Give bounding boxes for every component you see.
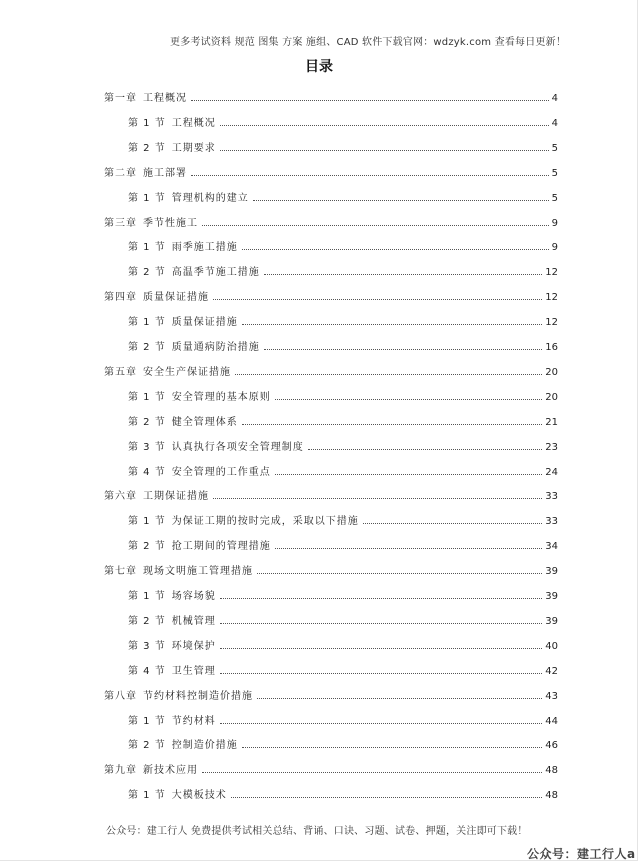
- toc-entry-page-number: 12: [545, 292, 558, 304]
- toc-entry-page-number: 33: [545, 516, 558, 528]
- toc-entry-page-number: 24: [545, 466, 558, 478]
- toc-chapter-entry[interactable]: [104, 211, 558, 229]
- toc-chapter-entry[interactable]: [104, 684, 558, 702]
- toc-entry-page-number: 23: [545, 441, 558, 453]
- toc-entry-page-number: 33: [545, 491, 558, 503]
- toc-entry-title: 质量保证措施: [171, 317, 238, 329]
- toc-dot-leader: [275, 474, 543, 475]
- toc-section-entry[interactable]: [128, 186, 558, 204]
- toc-entry-title: 质量保证措施: [143, 292, 209, 304]
- toc-entry-title: 新技术应用: [143, 765, 198, 777]
- toc-dot-leader: [220, 723, 543, 724]
- toc-dot-leader: [191, 175, 549, 176]
- toc-chapter-entry[interactable]: [104, 360, 558, 378]
- toc-entry-number: 第 4 节: [128, 466, 166, 478]
- toc-entry-number: 第八章: [104, 690, 137, 702]
- toc-entry-page-number: 21: [545, 416, 558, 428]
- toc-entry-page-number: 9: [551, 217, 558, 229]
- toc-entry-page-number: 34: [545, 541, 558, 553]
- toc-section-entry[interactable]: [128, 335, 558, 353]
- toc-entry-number: 第 2 节: [128, 142, 166, 154]
- toc-entry-title: 安全生产保证措施: [143, 366, 231, 378]
- toc-entry-number: 第 1 节: [128, 591, 166, 602]
- toc-dot-leader: [213, 498, 542, 499]
- toc-entry-page-number: 48: [545, 790, 558, 802]
- toc-entry-title: 工期保证措施: [143, 491, 209, 503]
- toc-entry-page-number: 48: [545, 765, 558, 777]
- toc-entry-title: 工程概况: [143, 93, 187, 104]
- toc-entry-number: 第 1 节: [128, 117, 166, 129]
- toc-entry-page-number: 20: [545, 391, 558, 403]
- toc-entry-number: 第 2 节: [128, 416, 166, 428]
- toc-entry-title: 安全管理的工作重点: [171, 466, 271, 478]
- toc-dot-leader: [220, 648, 543, 649]
- toc-entry-page-number: 46: [545, 740, 558, 752]
- toc-entry-title: 施工部署: [143, 167, 187, 179]
- toc-section-entry[interactable]: [128, 235, 558, 253]
- toc-entry-title: 认真执行各项安全管理制度: [171, 441, 304, 453]
- toc-entry-page-number: 12: [545, 317, 558, 329]
- toc-dot-leader: [220, 150, 549, 151]
- toc-entry-page-number: 5: [551, 142, 558, 154]
- toc-dot-leader: [264, 349, 543, 350]
- toc-entry-number: 第一章: [104, 93, 137, 104]
- header-note: 更多考试资料 规范 图集 方案 施组、CAD 软件下载官网：wdzyk.com 查看每日更新！: [170, 37, 567, 48]
- toc-entry-title: 卫生管理: [171, 665, 216, 677]
- toc-entry-number: 第 2 节: [128, 740, 166, 752]
- toc-entry-number: 第 2 节: [128, 615, 166, 627]
- toc-entry-page-number: 39: [545, 566, 558, 578]
- toc-entry-title: 管理机构的建立: [171, 192, 249, 204]
- toc-chapter-entry[interactable]: [104, 484, 558, 502]
- toc-entry-title: 高温季节施工措施: [171, 267, 260, 279]
- toc-entry-number: 第 3 节: [128, 640, 166, 652]
- toc-section-entry[interactable]: [128, 460, 558, 478]
- toc-section-entry[interactable]: [128, 783, 558, 801]
- toc-entry-number: 第 1 节: [128, 790, 166, 802]
- toc-entry-page-number: 39: [545, 591, 558, 602]
- toc-entry-page-number: 39: [545, 615, 558, 627]
- toc-entry-title: 场容场貌: [171, 591, 216, 602]
- footer-note: 公众号：建工行人 免费提供考试相关总结、背诵、口诀、习题、试卷、押题，关注即可下载！: [106, 826, 528, 837]
- toc-entry-title: 抢工期间的管理措施: [171, 541, 271, 553]
- toc-dot-leader: [308, 449, 543, 450]
- toc-entry-title: 为保证工期的按时完成，采取以下措施: [171, 516, 359, 528]
- toc-entry-page-number: 5: [551, 192, 558, 204]
- toc-entry-title: 工程概况: [171, 117, 216, 129]
- toc-dot-leader: [242, 324, 543, 325]
- toc-section-entry[interactable]: [128, 435, 558, 453]
- toc-entry-title: 环境保护: [171, 640, 216, 652]
- toc-entry-number: 第九章: [104, 765, 137, 777]
- toc-entry-page-number: 44: [545, 715, 558, 727]
- toc-entry-number: 第六章: [104, 491, 137, 503]
- toc-entry-page-number: 4: [551, 117, 558, 129]
- toc-dot-leader: [242, 424, 543, 425]
- toc-dot-leader: [363, 523, 543, 524]
- toc-entry-number: 第 1 节: [128, 192, 166, 204]
- toc-entry-number: 第 1 节: [128, 317, 166, 329]
- toc-section-entry[interactable]: [128, 260, 558, 278]
- toc-section-entry[interactable]: [128, 659, 558, 677]
- toc-entry-title: 大模板技术: [171, 790, 227, 802]
- toc-chapter-entry[interactable]: [104, 285, 558, 303]
- toc-entry-number: 第 1 节: [128, 391, 166, 403]
- toc-entry-number: 第七章: [104, 566, 137, 578]
- toc-entry-number: 第 1 节: [128, 516, 166, 528]
- toc-section-entry[interactable]: [128, 509, 558, 527]
- toc-dot-leader: [242, 249, 549, 250]
- toc-dot-leader: [220, 673, 543, 674]
- toc-dot-leader: [242, 747, 543, 748]
- toc-dot-leader: [213, 299, 542, 300]
- toc-chapter-entry[interactable]: [104, 758, 558, 776]
- toc-entry-number: 第 1 节: [128, 242, 166, 254]
- page-title: 目录: [305, 59, 333, 75]
- toc-entry-page-number: 20: [545, 366, 558, 378]
- toc-entry-title: 机械管理: [171, 615, 216, 627]
- toc-dot-leader: [202, 225, 549, 226]
- toc-entry-number: 第 3 节: [128, 441, 166, 453]
- watermark: 公众号：建工行人a: [527, 847, 636, 861]
- toc-dot-leader: [257, 573, 542, 574]
- toc-entry-page-number: 5: [551, 167, 558, 179]
- toc-section-entry[interactable]: [128, 534, 558, 552]
- toc-entry-title: 健全管理体系: [171, 416, 238, 428]
- toc-dot-leader: [220, 623, 543, 624]
- toc-entry-number: 第 2 节: [128, 267, 166, 279]
- toc-entry-page-number: 43: [545, 690, 558, 702]
- toc-entry-page-number: 4: [551, 93, 558, 104]
- toc-dot-leader: [191, 100, 549, 101]
- toc-section-entry[interactable]: [128, 111, 558, 129]
- toc-dot-leader: [257, 698, 542, 699]
- toc-dot-leader: [275, 548, 543, 549]
- toc-entry-page-number: 9: [551, 242, 558, 254]
- toc-dot-leader: [231, 797, 543, 798]
- toc-entry-title: 雨季施工措施: [171, 242, 238, 254]
- toc-dot-leader: [275, 399, 543, 400]
- toc-entry-title: 现场文明施工管理措施: [143, 566, 253, 578]
- toc-dot-leader: [253, 200, 549, 201]
- toc-section-entry[interactable]: [128, 584, 558, 602]
- toc-section-entry[interactable]: [128, 609, 558, 627]
- toc-dot-leader: [202, 772, 542, 773]
- toc-chapter-entry[interactable]: [104, 559, 558, 577]
- toc-entry-number: 第 2 节: [128, 541, 166, 553]
- toc-entry-number: 第三章: [104, 217, 137, 229]
- toc-section-entry[interactable]: [128, 410, 558, 428]
- toc-entry-number: 第四章: [104, 292, 137, 304]
- toc-entry-title: 控制造价措施: [171, 740, 238, 752]
- toc-section-entry[interactable]: [128, 634, 558, 652]
- toc-entry-title: 节约材料控制造价措施: [143, 690, 253, 702]
- toc-entry-title: 季节性施工: [143, 217, 198, 229]
- toc-entry-page-number: 12: [545, 267, 558, 279]
- toc-entry-title: 工期要求: [171, 142, 216, 154]
- toc-entry-number: 第 4 节: [128, 665, 166, 677]
- toc-entry-number: 第 1 节: [128, 715, 166, 727]
- toc-dot-leader: [264, 274, 543, 275]
- toc-entry-title: 节约材料: [171, 715, 216, 727]
- toc-chapter-entry[interactable]: [104, 161, 558, 179]
- toc-entry-page-number: 42: [545, 665, 558, 677]
- toc-entry-page-number: 16: [545, 342, 558, 353]
- toc-dot-leader: [220, 125, 549, 126]
- toc-entry-number: 第五章: [104, 366, 137, 378]
- toc-entry-title: 安全管理的基本原则: [171, 391, 271, 403]
- toc-entry-page-number: 40: [545, 640, 558, 652]
- toc-section-entry[interactable]: [128, 709, 558, 727]
- toc-section-entry[interactable]: [128, 136, 558, 154]
- toc-chapter-entry[interactable]: [104, 86, 558, 104]
- toc-section-entry[interactable]: [128, 733, 558, 751]
- toc-entry-number: 第 2 节: [128, 342, 166, 353]
- toc-dot-leader: [235, 374, 542, 375]
- toc-dot-leader: [220, 598, 543, 599]
- toc-entry-number: 第二章: [104, 167, 137, 179]
- toc-section-entry[interactable]: [128, 310, 558, 328]
- toc-section-entry[interactable]: [128, 385, 558, 403]
- toc-entry-title: 质量通病防治措施: [171, 342, 260, 353]
